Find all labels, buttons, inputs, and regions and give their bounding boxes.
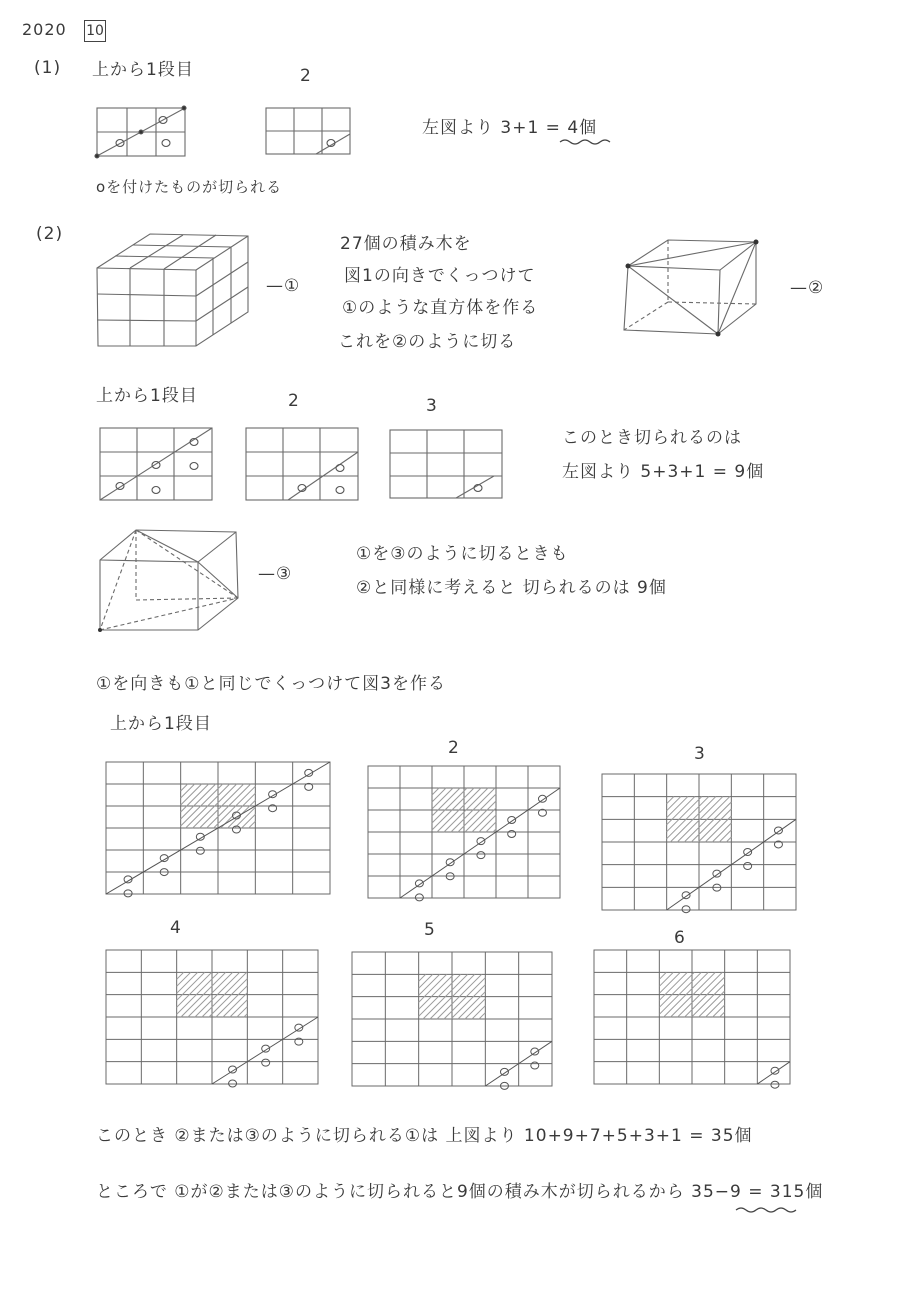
fig2-marker: —②	[790, 278, 825, 298]
cut-mark	[744, 849, 752, 856]
part3-layer5-label: 5	[424, 920, 436, 940]
part2-layer2-label: 2	[288, 391, 300, 411]
cut-mark	[682, 892, 690, 899]
part3-layer1-label: 上から1段目	[110, 714, 212, 734]
part1-layer1-label: 上から1段目	[92, 60, 194, 80]
part1-grid-layer2	[266, 108, 350, 154]
cut-mark	[771, 1067, 779, 1074]
part2-explain-line1: 27個の積み木を	[340, 234, 472, 254]
fig1-marker: —①	[266, 276, 301, 296]
part3-grid-layer1	[106, 762, 330, 897]
cut-line	[400, 788, 560, 898]
cut-mark	[415, 880, 423, 887]
part2-count-line1: このとき切られるのは	[562, 428, 742, 448]
cut-mark	[682, 906, 690, 913]
part2-explain-line4: これを②のように切る	[338, 332, 517, 352]
part1-note: oを付けたものが切られる	[96, 178, 283, 196]
cut-mark	[508, 816, 516, 823]
part3-layer2-label: 2	[448, 738, 460, 758]
part2-explain-line2: 図1の向きでくっつけて	[344, 266, 536, 286]
wavy-underline-4	[560, 140, 610, 144]
cut-mark	[531, 1062, 539, 1069]
cut-line	[757, 1062, 790, 1084]
year-label: 2020	[22, 20, 67, 39]
cut-mark	[446, 859, 454, 866]
wavy-underline-315	[736, 1208, 796, 1212]
cut-mark	[196, 847, 204, 854]
cut-mark	[124, 890, 132, 897]
part3-grid-layer3	[602, 774, 796, 913]
cut-mark	[538, 795, 546, 802]
part3-grid-layer2	[368, 766, 560, 901]
cuboid-figure-1	[97, 234, 248, 346]
part2-layer1-label: 上から1段目	[96, 386, 198, 406]
fig3-note1: ①を③のように切るときも	[356, 544, 569, 564]
cut-mark	[713, 870, 721, 877]
cuboid-figure-2	[624, 240, 756, 334]
cut-mark	[415, 894, 423, 901]
part1-layer2-label: 2	[300, 66, 312, 86]
part2-count-line2: 左図より 5+3+1 = 9個	[562, 462, 765, 482]
part2-grid-layer2	[246, 428, 358, 500]
cut-mark	[774, 827, 782, 834]
part2-explain-line3: ①のような直方体を作る	[342, 298, 539, 318]
fig3-marker: —③	[258, 564, 293, 584]
part3-conclusion1: このとき ②または③のように切られる①は 上図より 10+9+7+5+3+1 = 35個	[96, 1126, 753, 1146]
part3-layer4-label: 4	[170, 918, 182, 938]
part2-layer3-label: 3	[426, 396, 438, 416]
part3-layer6-label: 6	[674, 928, 686, 948]
part1-label: (1)	[34, 58, 62, 78]
part2-grid-layer1-marks	[116, 439, 198, 494]
cuboid-figure-3-vertex	[98, 628, 102, 632]
part3-grid-layer5	[352, 952, 552, 1089]
part3-grid-layer4	[106, 950, 318, 1087]
cuboid-figure-3	[100, 530, 238, 630]
part3-layer3-label: 3	[694, 744, 706, 764]
cut-mark	[262, 1059, 270, 1066]
cut-line	[212, 1017, 318, 1084]
part3-grid-layer6	[594, 950, 790, 1088]
cut-mark	[477, 838, 485, 845]
part3-intro: ①を向きも①と同じでくっつけて図3を作る	[96, 674, 446, 694]
fig3-note2: ②と同様に考えると 切られるのは 9個	[356, 578, 667, 598]
part2-label: (2)	[36, 224, 64, 244]
part1-result: 左図より 3+1 = 4個	[422, 118, 598, 138]
part3-layer-grids	[106, 762, 796, 1089]
part2-grid-layer3	[390, 430, 502, 498]
cut-mark	[771, 1081, 779, 1088]
part2-grid-layer2-marks	[298, 465, 344, 494]
problem-number-box: 10	[84, 20, 106, 42]
cut-mark	[477, 852, 485, 859]
cut-mark	[744, 863, 752, 870]
cut-mark	[232, 826, 240, 833]
part3-conclusion2: ところで ①が②または③のように切られると9個の積み木が切られるから 35−9 = 315個	[96, 1182, 824, 1202]
